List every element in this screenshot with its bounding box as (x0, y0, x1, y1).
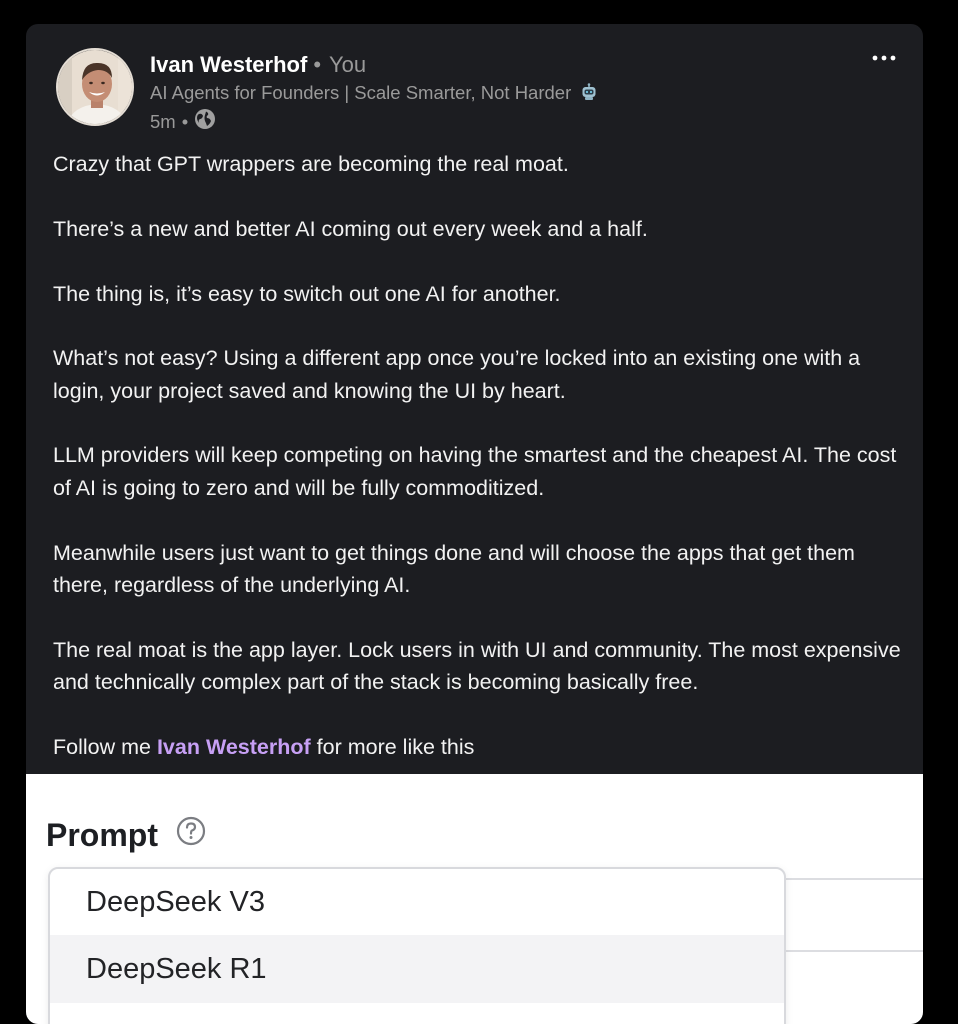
follow-cta (53, 731, 903, 763)
cta-prefix: Follow me (53, 734, 157, 759)
post-time: 5m (150, 110, 176, 132)
post-paragraph: The thing is, it’s easy to switch out one AI for another. (53, 281, 561, 306)
post-paragraph: There’s a new and better AI coming out every week and a half. (53, 216, 648, 241)
author-headline-text: AI Agents for Founders | Scale Smarter, Not Harder (150, 82, 572, 103)
dropdown-option-highlighted[interactable]: DeepSeek R1 (50, 935, 784, 1003)
dropdown-option[interactable]: DeepSeek V3 (86, 885, 265, 918)
post-paragraph: LLM providers will keep competing on having the smartest and the cheapest AI. The cost of AI is going to zero and will be fully commoditized. (53, 443, 897, 500)
model-dropdown[interactable] (48, 867, 786, 1024)
prompt-title: Prompt (46, 816, 158, 853)
robot-icon (580, 83, 598, 106)
globe-icon (194, 108, 216, 135)
post-text (53, 148, 903, 796)
post-meta (150, 108, 216, 135)
embedded-screenshot[interactable] (26, 774, 923, 1024)
prompt-heading (46, 816, 206, 854)
avatar[interactable] (56, 48, 134, 126)
post-paragraph: Meanwhile users just want to get things done and will choose the apps that get them there, regardless of the underlying AI. (53, 540, 855, 597)
avatar-photo (58, 50, 134, 126)
post-paragraph: What’s not easy? Using a different app once you’re locked into an existing one with a login, your project saved and knowing the UI by heart. (53, 346, 861, 403)
more-options-button[interactable] (867, 48, 901, 68)
post-paragraph: Crazy that GPT wrappers are becoming the real moat. (53, 152, 569, 176)
author-mention-link[interactable]: Ivan Westerhof (156, 734, 311, 759)
more-options-icon (872, 55, 896, 61)
cta-suffix: for more like this (310, 734, 475, 759)
connection-label: You (329, 52, 367, 77)
author-name[interactable]: Ivan Westerhof (150, 52, 308, 77)
author-line (150, 52, 366, 78)
post-paragraph: The real moat is the app layer. Lock users in with UI and community. The most expensive and technically complex part of the stack is becoming basically free. (53, 637, 901, 694)
separator-dot: • (313, 52, 322, 77)
author-headline (150, 82, 598, 106)
post-card (26, 24, 923, 1024)
separator-dot: • (181, 110, 189, 132)
question-circle-icon (176, 816, 206, 854)
